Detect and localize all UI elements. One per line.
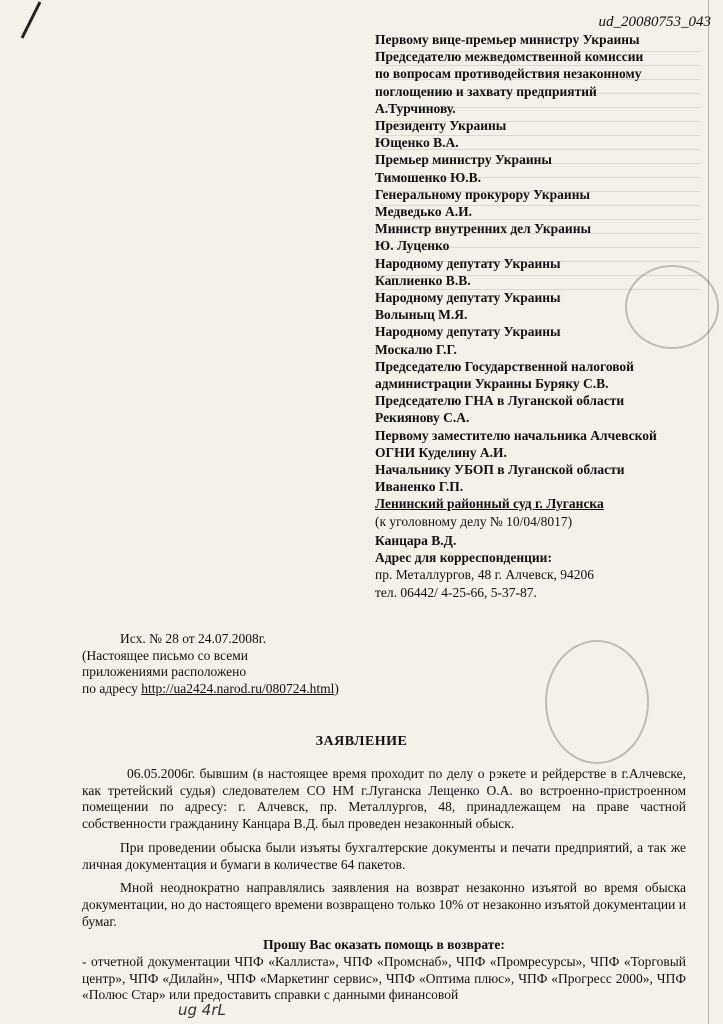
addressee-line: поглощению и захвату предприятий xyxy=(375,83,597,99)
outgoing-number-block xyxy=(82,631,382,697)
address-label: Адрес для корреспонденции: xyxy=(375,550,552,566)
sender-address: пр. Металлургов, 48 г. Алчевск, 94206 xyxy=(375,567,595,583)
handwritten-note: ug 4rL xyxy=(178,1001,226,1019)
outgoing-note-line: приложениями расположено xyxy=(82,664,247,679)
addressee-line: Рекиянову С.А. xyxy=(375,410,470,426)
request-heading: Прошу Вас оказать помощь в возврате: xyxy=(263,937,505,953)
sender-block xyxy=(375,532,705,601)
body-paragraph: При проведении обыска были изъяты бухгалтерские документы и печати предприятий, а так же личная документация и бумаги в количестве 64 пакетов. xyxy=(82,839,686,872)
addressee-line: по вопросам противодействия незаконному xyxy=(375,66,642,82)
addressee-line: администрации Украины Буряку С.В. xyxy=(375,376,609,392)
addressee-line: Министр внутренних дел Украины xyxy=(375,221,592,237)
addressee-line: Народному депутату Украины xyxy=(375,255,561,271)
addressee-line: Первому вице-премьер министру Украины xyxy=(375,32,640,47)
addressee-line: Премьер министру Украины xyxy=(375,152,552,168)
addressee-line: Волыныц М.Я. xyxy=(375,307,468,323)
addressee-line: Медведько А.И. xyxy=(375,204,473,220)
request-list-item: - отчетной документации ЧПФ «Каллиста», ЧПФ «Промснаб», ЧПФ «Промресурсы», ЧПФ «Торговый центр», ЧПФ «Дилайн», ЧПФ «Маркетинг сервис», ЧПФ «Оптима плюс», ЧПФ «Прогресс 2000», ЧПФ «Полюс Стар» или предоставить справки с данными финансовой xyxy=(82,954,686,1003)
addressee-line: Москалю Г.Г. xyxy=(375,341,457,357)
corner-stroke-mark xyxy=(18,0,58,40)
outgoing-note-suffix: ) xyxy=(334,680,339,696)
document-title: ЗАЯВЛЕНИЕ xyxy=(315,734,408,749)
addressee-line: Председателю ГНА в Луганской области xyxy=(375,393,625,409)
sender-phone: тел. 06442/ 4-25-66, 5-37-87. xyxy=(375,584,537,600)
addressee-line: Первому заместителю начальника Алчевской xyxy=(375,427,657,443)
addressee-line: Народному депутату Украины xyxy=(375,290,561,306)
document-link[interactable]: http://ua2424.narod.ru/080724.html xyxy=(141,680,335,696)
body-paragraph: 06.05.2006г. бывшим (в настоящее время проходит по делу о рэкете и рейдерстве в г.Алчевске, как третейский судья) следователем СО НМ г.Луганска Лещенко О.А. во встроенно-пристроенном помещении по адресу: г. Алчевск, пр. Металлургов, 48, принадлежащем на праве частной собственности гражданину Канцара В.Д. был проведен незаконный обыск. xyxy=(82,766,686,832)
addressee-line: Председателю Государственной налоговой xyxy=(375,358,634,374)
addressee-line: Ленинский районный суд г. Луганска xyxy=(375,496,604,512)
outgoing-note-prefix: по адресу xyxy=(82,680,142,696)
addressee-line: ОГНИ Куделину А.И. xyxy=(375,444,507,460)
addressee-line: Начальнику УБОП в Луганской области xyxy=(375,462,625,478)
addressee-line: Тимошенко Ю.В. xyxy=(375,169,482,185)
document-body xyxy=(82,766,686,1004)
addressee-line: Народному депутату Украины xyxy=(375,324,561,340)
addressee-line: (к уголовному делу № 10/04/8017) xyxy=(375,513,573,529)
addressee-line: Генеральному прокурору Украины xyxy=(375,186,591,202)
addressee-line: Каплиенко В.В. xyxy=(375,272,471,288)
addressee-list xyxy=(375,31,705,530)
addressee-line: Иваненко Г.П. xyxy=(375,479,464,495)
addressee-line: Председателю межведомственной комиссии xyxy=(375,49,644,65)
body-paragraph: Мной неоднократно направлялись заявления на возврат незаконно изъятой во время обыска документации, но до настоящего времени возвращено только 10% от незаконно изъятой документации и бумаг. xyxy=(82,880,686,929)
addressee-line: А.Турчинову. xyxy=(375,100,456,116)
document-id: ud_20080753_043 xyxy=(598,14,711,30)
sender-name: Канцара В.Д. xyxy=(375,533,457,548)
addressee-line: Ю. Луценко xyxy=(375,238,450,254)
outgoing-number: Исх. № 28 от 24.07.2008г. xyxy=(120,631,267,646)
addressee-line: Ющенко В.А. xyxy=(375,135,459,151)
addressee-line: Президенту Украины xyxy=(375,118,507,134)
outgoing-note-line xyxy=(82,681,382,698)
outgoing-note-line: (Настоящее письмо со всеми xyxy=(82,647,249,663)
page-edge-line xyxy=(708,0,709,1024)
